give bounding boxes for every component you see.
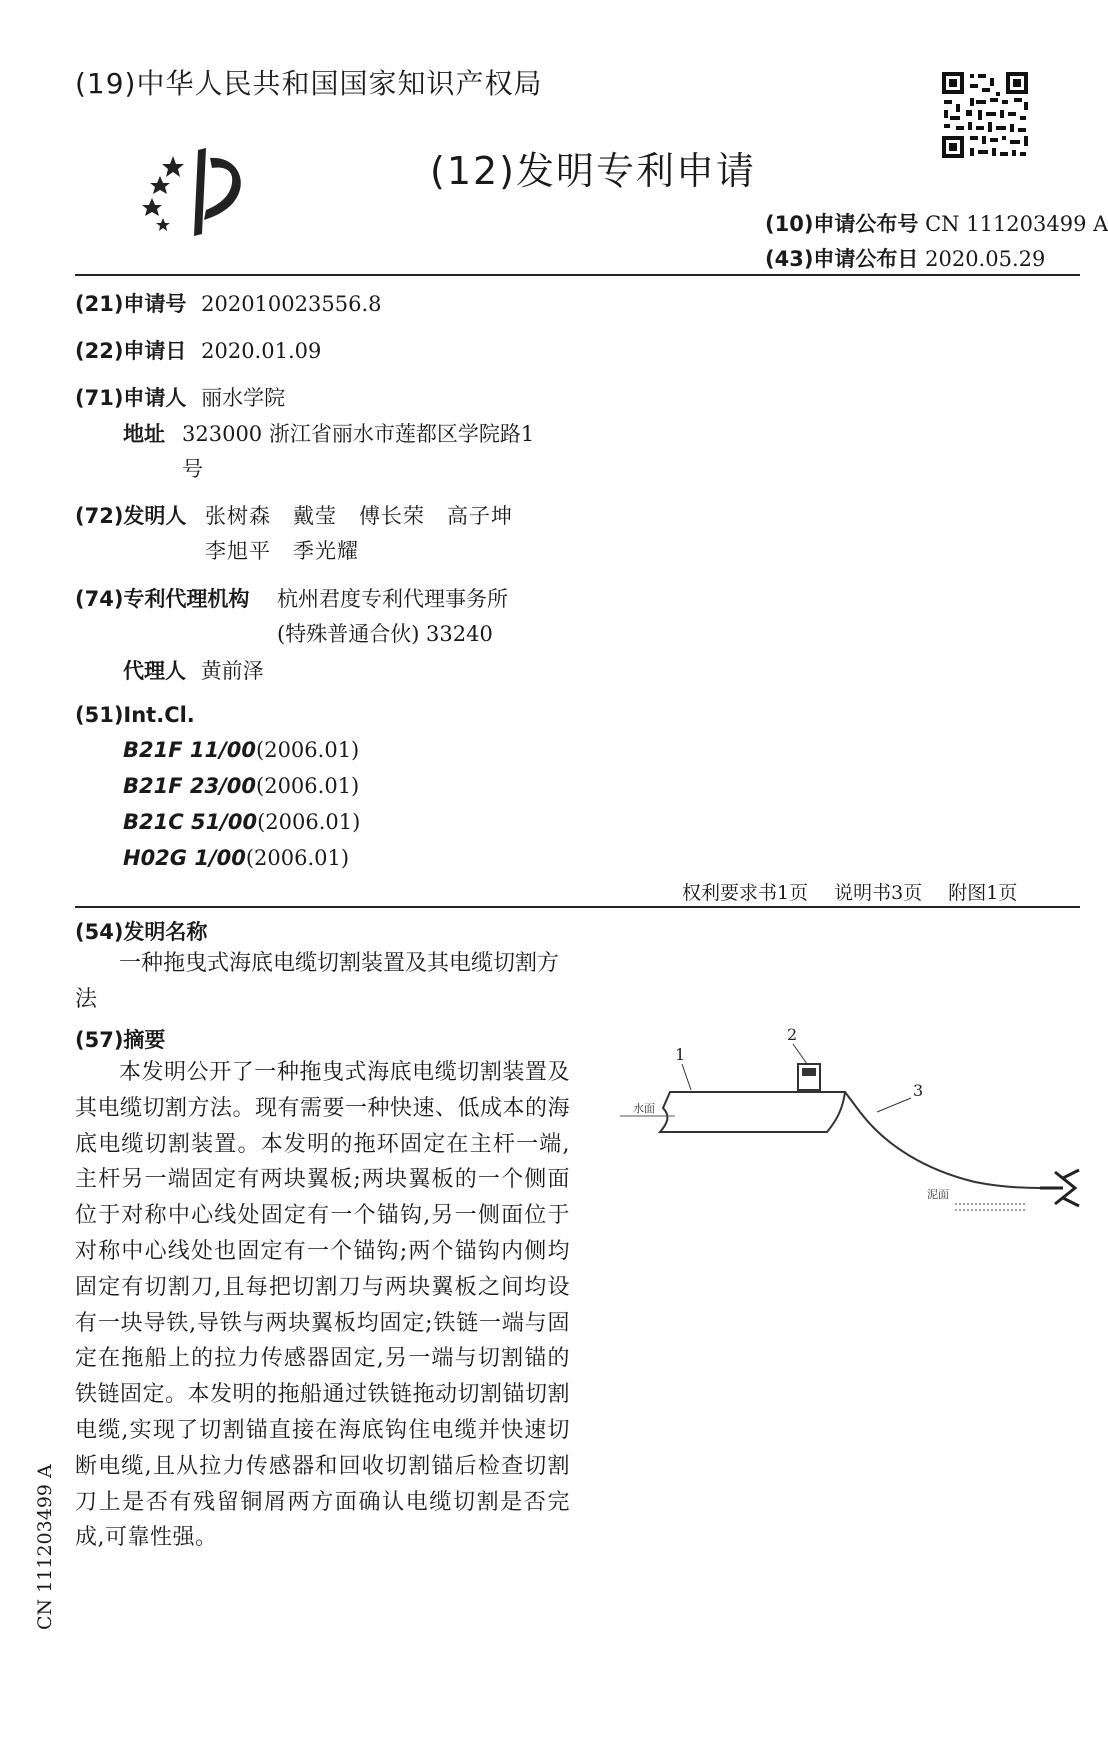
applicant-value: 丽水学院 bbox=[201, 386, 286, 410]
ipc-code: B21F 11/00 bbox=[123, 738, 257, 762]
anchor-chain bbox=[845, 1092, 1040, 1188]
figure-label-2: 2 bbox=[787, 1025, 798, 1044]
abstract-label: (57)摘要 bbox=[75, 1028, 166, 1052]
application-date-value: 2020.01.09 bbox=[201, 339, 322, 363]
qr-code bbox=[940, 70, 1030, 160]
logo-emblem bbox=[204, 158, 241, 220]
description-pages: 说明书3页 bbox=[834, 882, 923, 904]
application-date-label: (22)申请日 bbox=[75, 339, 187, 363]
invention-title: 一种拖曳式海底电缆切割装置及其电缆切割方法 bbox=[75, 951, 560, 1012]
leader-line bbox=[793, 1044, 807, 1064]
leader-line bbox=[877, 1098, 911, 1112]
agent-label: 代理人 bbox=[123, 659, 186, 683]
document-type: (12)发明专利申请 bbox=[430, 149, 757, 193]
ipc-row bbox=[123, 774, 359, 798]
drawing-pages: 附图1页 bbox=[948, 882, 1018, 904]
title-label: (54)发明名称 bbox=[75, 920, 208, 944]
ipc-version: (2006.01) bbox=[245, 846, 350, 870]
ipc-row bbox=[123, 810, 360, 834]
publication-number bbox=[765, 208, 1108, 238]
claims-pages: 权利要求书1页 bbox=[682, 882, 809, 904]
office-name: (19)中华人民共和国国家知识产权局 bbox=[75, 67, 543, 100]
ipc-version: (2006.01) bbox=[257, 810, 361, 834]
agent-value: 黄前泽 bbox=[200, 659, 264, 683]
agency-line-1: 杭州君度专利代理事务所 bbox=[277, 587, 508, 611]
ipc-row bbox=[123, 846, 349, 870]
ipc-code: B21F 23/00 bbox=[123, 774, 257, 798]
cutting-anchor bbox=[1040, 1170, 1079, 1206]
application-number bbox=[75, 288, 381, 318]
sensor-screen bbox=[802, 1068, 816, 1076]
side-publication-number: CN 111203499 A bbox=[34, 1464, 56, 1630]
ipc-version: (2006.01) bbox=[256, 774, 360, 798]
publication-date-label: (43)申请公布日 bbox=[765, 247, 919, 271]
publication-date bbox=[765, 243, 1045, 273]
logo-star bbox=[162, 156, 184, 177]
figure-label-3: 3 bbox=[913, 1081, 924, 1100]
inventors-line-1: 张树森 戴莹 傅长荣 高子坤 bbox=[205, 504, 513, 528]
logo-star bbox=[150, 176, 170, 194]
publication-number-value: CN 111203499 A bbox=[925, 212, 1108, 236]
section-divider bbox=[75, 906, 1080, 908]
address-line-1: 323000 浙江省丽水市莲都区学院路1 bbox=[182, 422, 535, 446]
applicant-label: (71)申请人 bbox=[75, 386, 187, 410]
ipc-code: B21C 51/00 bbox=[123, 810, 258, 834]
tension-sensor bbox=[798, 1064, 820, 1090]
ipc-row bbox=[123, 738, 359, 762]
logo-star bbox=[142, 198, 162, 216]
application-number-label: (21)申请号 bbox=[75, 292, 187, 316]
applicant bbox=[75, 382, 285, 412]
agency-label: (74)专利代理机构 bbox=[75, 587, 250, 611]
page-counts bbox=[682, 878, 1017, 905]
mud-surface-label: 泥面 bbox=[927, 1188, 949, 1201]
ipc-label: (51)Int.Cl. bbox=[75, 703, 195, 727]
inventors-label: (72)发明人 bbox=[75, 504, 187, 528]
address-line-2: 号 bbox=[182, 457, 203, 481]
leader-line bbox=[682, 1064, 691, 1090]
figure-label-1: 1 bbox=[675, 1045, 686, 1064]
abstract-text: 本发明公开了一种拖曳式海底电缆切割装置及其电缆切割方法。现有需要一种快速、低成本的海底电缆切割装置。本发明的拖环固定在主杆一端,主杆另一端固定有两块翼板;两块翼板的一个侧面位于对称中心线处固定有一个锚钩,另一侧面位于对称中心线处也固定有一个锚钩;两个锚钩内侧均固定有切割刀,且每把切割刀与两块翼板之间均设有一块导铁,导铁与两块翼板均固定;铁链一端与固定在拖船上的拉力传感器固定,另一端与切割锚的铁链固定。本发明的拖船通过铁链拖动切割锚切割电缆,实现了切割锚直接在海底钩住电缆并快速切断电缆,且从拉力传感器和回收切割锚后检查切割刀上是否有残留铜屑两方面确认电缆切割是否完成,可靠性强。 bbox=[75, 1060, 571, 1551]
agency-line-2: (特殊普通合伙) 33240 bbox=[277, 622, 493, 646]
ship-hull bbox=[660, 1092, 845, 1132]
ipc-version: (2006.01) bbox=[256, 738, 360, 762]
inventors-line-2: 李旭平 季光耀 bbox=[205, 539, 359, 563]
address-label: 地址 bbox=[123, 422, 165, 446]
publication-number-label: (10)申请公布号 bbox=[765, 212, 919, 236]
ipc-code: H02G 1/00 bbox=[123, 846, 246, 870]
header-divider bbox=[75, 274, 1080, 276]
application-date bbox=[75, 335, 321, 365]
publication-date-value: 2020.05.29 bbox=[925, 247, 1046, 271]
logo-emblem bbox=[194, 148, 206, 236]
water-surface-label: 水面 bbox=[633, 1102, 655, 1115]
agent bbox=[123, 655, 264, 685]
abstract-figure bbox=[615, 1020, 1080, 1240]
application-number-value: 202010023556.8 bbox=[201, 292, 382, 316]
logo-star bbox=[156, 218, 170, 231]
cnipa-logo bbox=[138, 138, 268, 238]
